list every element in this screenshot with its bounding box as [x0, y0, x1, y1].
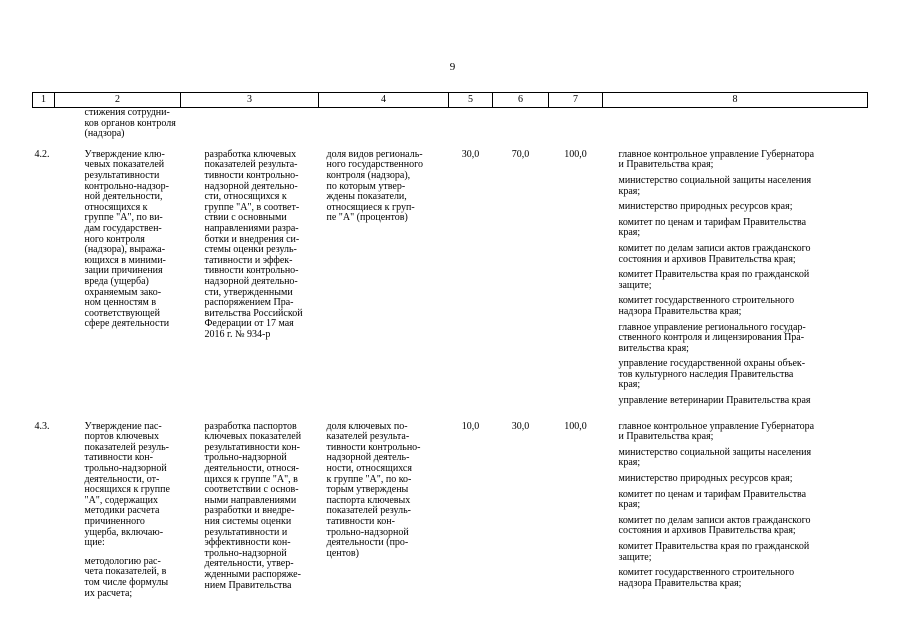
text-line: управление государственной охраны объек- — [618, 358, 806, 370]
text-line: комитет по ценам и тарифам Правительства — [618, 488, 807, 500]
responsible-item — [619, 474, 866, 485]
text-line: разработка паспортов — [204, 420, 297, 432]
value-2019: 100,0 — [564, 420, 587, 432]
text-line: трольно-надзорной — [204, 452, 287, 464]
responsible-item — [619, 490, 866, 511]
text-line: распоряжением Пра- — [204, 297, 294, 309]
text-line: разработки и внедре- — [204, 505, 295, 517]
text-line: охраняемым зако- — [84, 286, 162, 298]
value-2019: 100,0 — [564, 148, 587, 160]
text-line: комитет по делам записи актов гражданского — [618, 514, 811, 526]
responsible-cell — [603, 150, 868, 412]
text-line: показателей резуль- — [84, 441, 169, 453]
content-cell — [181, 422, 319, 600]
text-line: методологию рас- — [84, 555, 161, 567]
indicator-cell — [319, 422, 449, 600]
text-line: 2016 г. № 934-р — [204, 328, 271, 340]
text-line: ного государственного — [326, 159, 423, 171]
text-line: и Правительства края; — [618, 159, 714, 171]
text-line: надзора Правительства края; — [618, 577, 742, 589]
header-col-3: 3 — [181, 93, 319, 108]
text-line: результативности — [84, 169, 160, 181]
text-line: края; — [618, 379, 641, 391]
table-row — [33, 422, 868, 600]
responsible-item — [619, 422, 866, 443]
text-line: министерство природных ресурсов края; — [618, 473, 793, 485]
text-line: деятельности, от- — [84, 473, 160, 485]
table-header-row — [33, 93, 868, 108]
text-line: министерство социальной защиты населения — [618, 174, 812, 186]
text-line: относящихся к — [84, 201, 148, 213]
responsible-item — [619, 516, 866, 537]
text-line: ствии с основными — [204, 212, 287, 224]
text-line: ждены показатели, — [326, 191, 407, 203]
row-number: 4.2. — [34, 148, 50, 160]
text-line: министерство природных ресурсов края; — [618, 201, 793, 213]
responsible-item — [619, 296, 866, 317]
text-line: надзорной деятельно- — [204, 275, 298, 287]
text-line: комитет государственного строительного — [618, 567, 795, 579]
text-line: относящиеся к груп- — [326, 201, 415, 213]
text-line: сти, утвержденными — [204, 286, 293, 298]
responsible-item — [619, 568, 866, 589]
responsible-item — [619, 359, 866, 391]
row-number: 4.3. — [34, 420, 50, 432]
header-col-2: 2 — [55, 93, 181, 108]
text-line: чевых показателей — [84, 159, 165, 171]
value-2018: 70,0 — [511, 148, 530, 160]
text-line: доля видов региональ- — [326, 148, 423, 160]
text-line: ущерба, включаю- — [84, 526, 164, 538]
measure-subitem — [85, 557, 179, 599]
text-line: том числе формулы — [84, 576, 169, 588]
text-line: надзорной деятель- — [326, 452, 410, 464]
text-line: ной деятельности, — [84, 191, 163, 203]
indicator-cell — [319, 150, 449, 412]
text-line: трольно-надзорной — [326, 526, 409, 538]
text-line: Утверждение пас- — [84, 420, 162, 432]
text-line: надзора Правительства края; — [618, 305, 742, 317]
responsible-cell — [603, 422, 868, 600]
text-line: показателей резуль- — [326, 505, 411, 517]
text-line: Федерации от 17 мая — [204, 318, 294, 330]
text-line: паспорта ключевых — [326, 494, 411, 506]
text-line: края; — [618, 185, 641, 197]
text-line: сти, относящихся к — [204, 191, 287, 203]
measure-cell — [55, 422, 181, 600]
text-line: к группе "А", по ко- — [326, 473, 412, 485]
text-line: торым утверждены — [326, 484, 409, 496]
plan-table — [32, 92, 868, 599]
text-line: (надзора), выража- — [84, 244, 166, 256]
text-line: ботки и внедрения си- — [204, 233, 300, 245]
text-line: комитет по делам записи актов гражданского — [618, 242, 811, 254]
responsible-item — [619, 244, 866, 265]
text-line: тивности контрольно- — [204, 169, 299, 181]
text-line: казателей результа- — [326, 431, 410, 443]
text-line: ного контроля — [84, 233, 145, 245]
text-line: комитет Правительства края по гражданской — [618, 541, 810, 552]
text-line: края; — [618, 457, 641, 469]
responsible-item — [619, 218, 866, 239]
header-col-6: 6 — [493, 93, 549, 108]
text-line: главное управление регионального государ- — [618, 321, 806, 333]
text-line: нием Правительства — [204, 579, 292, 591]
text-line: комитет Правительства края по гражданской — [618, 269, 810, 281]
text-line: тивности контрольно- — [204, 265, 299, 277]
responsible-item — [619, 176, 866, 197]
text-line: трольно-надзорной — [204, 547, 287, 559]
responsible-item — [619, 202, 866, 213]
text-line: министерство социальной защиты населения — [618, 446, 812, 458]
text-line: деятельности, утвер- — [204, 558, 294, 570]
text-line: края; — [618, 227, 641, 239]
responsible-item — [619, 323, 866, 355]
text-line: ными направлениями — [204, 494, 297, 506]
text-line: сфере деятельности — [84, 318, 170, 330]
text-line: соответствующей — [84, 307, 160, 319]
text-line: результативности кон- — [204, 441, 300, 453]
text-line: тативности кон- — [326, 516, 395, 527]
text-line: вительства Российской — [204, 307, 303, 319]
text-line: трольно-надзорной — [84, 463, 167, 475]
text-line: соответствии с основ- — [204, 484, 299, 496]
text-line: щихся к группе "А", в — [204, 473, 298, 485]
text-line: разработка ключевых — [204, 148, 297, 160]
text-line: группе "А", в соответ- — [204, 201, 300, 213]
text-line: по которым утвер- — [326, 180, 406, 192]
text-line: комитет государственного строительного — [618, 295, 795, 307]
text-line: направлениями разра- — [204, 222, 299, 234]
text-line: защите; — [618, 279, 652, 291]
text-line: управление ветеринарии Правительства края — [618, 395, 811, 407]
header-col-7: 7 — [549, 93, 603, 108]
text-line: тивности контрольно- — [326, 441, 421, 453]
text-line: контрольно-надзор- — [84, 180, 170, 192]
text-line: щие: — [84, 537, 105, 549]
text-line: вительства края; — [618, 342, 689, 354]
text-line: главное контрольное управление Губернатора — [618, 420, 815, 432]
text-line: тов культурного наследия Правительства — [618, 368, 794, 380]
text-line: тативности кон- — [84, 452, 153, 464]
text-line: жденными распоряже- — [204, 568, 301, 580]
text-line: чета показателей, в — [84, 566, 167, 578]
text-line: доля ключевых по- — [326, 420, 408, 432]
text-line: ключевых показателей — [204, 431, 302, 443]
value-2018: 30,0 — [511, 420, 530, 432]
text-line: результативности и — [204, 526, 288, 538]
text-line: Утверждение клю- — [84, 148, 165, 160]
text-line: защите; — [618, 551, 652, 563]
header-col-1: 1 — [33, 93, 55, 108]
text-line: главное контрольное управление Губернатора — [618, 148, 815, 160]
text-line: (надзора) — [84, 128, 125, 140]
responsible-item — [619, 542, 866, 563]
responsible-item — [619, 448, 866, 469]
text-line: тативности и эффек- — [204, 254, 293, 266]
text-line: ном ценностям в — [84, 297, 157, 309]
text-line: группе "А", по ви- — [84, 212, 163, 224]
text-line: ющихся в миними- — [84, 254, 166, 266]
text-line: пе "А" (процентов) — [326, 212, 408, 224]
header-col-4: 4 — [319, 93, 449, 108]
responsible-item — [619, 270, 866, 291]
text-line: их расчета; — [84, 587, 133, 599]
text-line: центов) — [326, 547, 359, 559]
text-line: зации причинения — [84, 265, 163, 277]
table-row — [33, 150, 868, 412]
text-line: причиненного — [84, 516, 145, 527]
text-line: "А", содержащих — [84, 494, 158, 506]
measure-cell — [55, 150, 181, 412]
header-col-5: 5 — [449, 93, 493, 108]
text-line: надзорной деятельно- — [204, 180, 298, 192]
responsible-item — [619, 396, 866, 407]
text-line: эффективности кон- — [204, 537, 291, 549]
value-2017: 30,0 — [461, 148, 480, 160]
text-line: ния системы оценки — [204, 516, 292, 527]
header-col-8: 8 — [603, 93, 868, 108]
measure-text — [85, 422, 179, 549]
text-line: и Правительства края; — [618, 431, 714, 443]
text-line: края; — [618, 499, 641, 511]
text-line: состояния и архивов Правительства края; — [618, 525, 796, 537]
continuation-text — [55, 108, 181, 140]
responsible-item — [619, 150, 866, 171]
text-line: портов ключевых — [84, 431, 160, 443]
value-2017: 10,0 — [461, 420, 480, 432]
text-line: комитет по ценам и тарифам Правительства — [618, 216, 807, 228]
text-line: методики расчета — [84, 505, 160, 517]
text-line: ности, относящихся — [326, 463, 412, 475]
text-line: стемы оценки резуль- — [204, 244, 297, 256]
text-line: состояния и архивов Правительства края; — [618, 253, 796, 265]
continuation-row — [33, 108, 868, 140]
text-line: вреда (ущерба) — [84, 275, 149, 287]
page-number: 9 — [449, 61, 456, 73]
text-line: деятельности (про- — [326, 537, 409, 549]
text-line: контроля (надзора), — [326, 169, 411, 181]
text-line: стижения сотрудни- — [84, 107, 170, 118]
content-cell — [181, 150, 319, 412]
text-line: показателей результа- — [204, 159, 298, 171]
text-line: деятельности, относя- — [204, 463, 299, 475]
text-line: ков органов контроля — [84, 117, 176, 129]
text-line: дам государствен- — [84, 222, 162, 234]
text-line: ственного контроля и лицензирования Пра- — [618, 332, 805, 344]
text-line: носящихся к группе — [84, 484, 170, 496]
